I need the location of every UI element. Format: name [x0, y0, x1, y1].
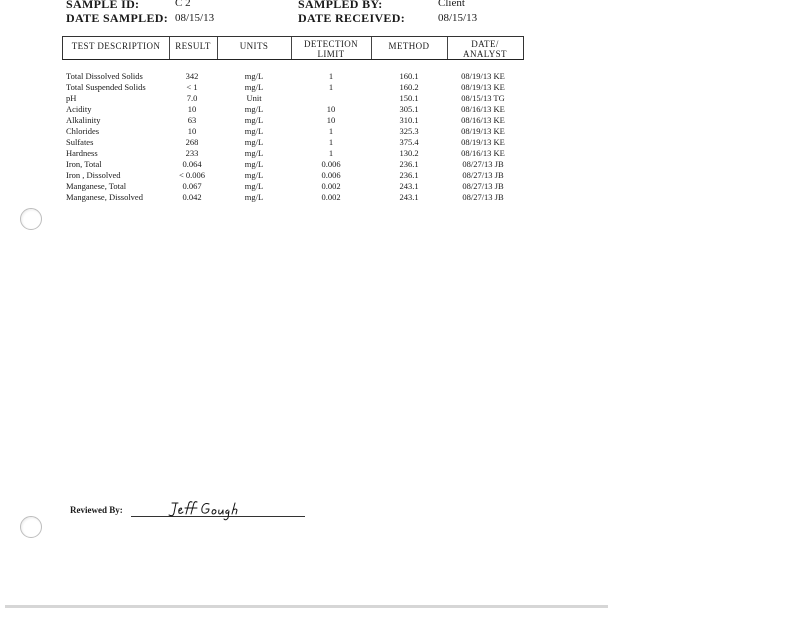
detection-limit-cell: 1: [328, 148, 334, 158]
detection-limit-cell: 10: [326, 115, 336, 125]
column-header-method: METHOD: [388, 41, 430, 51]
date-analyst-cell: 08/19/13 KE: [461, 137, 505, 147]
detection-limit-cell: 10: [326, 104, 336, 114]
date-analyst-cell: 08/16/13 KE: [461, 148, 505, 158]
results-table-header: [62, 36, 524, 60]
table-row: [0, 93, 540, 104]
detection-limit-cell: 0.002: [321, 181, 341, 191]
method-cell: 243.1: [399, 192, 419, 202]
result-cell: 10: [187, 104, 197, 114]
detection-limit-cell: 0.006: [321, 170, 341, 180]
date-analyst-line1: DATE/: [471, 39, 499, 49]
result-cell: 63: [187, 115, 197, 125]
sample-id-value: C 2: [175, 0, 191, 9]
method-cell: 236.1: [399, 170, 419, 180]
units-cell: mg/L: [244, 148, 264, 158]
table-row: [0, 159, 540, 170]
date-analyst-cell: 08/27/13 JB: [462, 170, 504, 180]
detection-limit-cell: 0.002: [321, 192, 341, 202]
date-analyst-cell: 08/16/13 KE: [461, 115, 505, 125]
method-cell: 150.1: [399, 93, 419, 103]
detection-limit-cell: 0.006: [321, 159, 341, 169]
result-cell: 7.0: [186, 93, 198, 103]
units-cell: mg/L: [244, 104, 264, 114]
column-header-test-description: TEST DESCRIPTION: [71, 41, 161, 51]
date-analyst-cell: 08/19/13 KE: [461, 82, 505, 92]
method-cell: 236.1: [399, 159, 419, 169]
result-cell: < 0.006: [178, 170, 206, 180]
table-row: [0, 148, 540, 159]
date-sampled-label: DATE SAMPLED:: [66, 11, 169, 25]
result-cell: 268: [185, 137, 199, 147]
signature-icon: [166, 500, 246, 522]
scan-edge: [5, 605, 608, 608]
detection-limit-cell: 1: [328, 126, 334, 136]
table-row: [0, 71, 540, 82]
table-row: [0, 126, 540, 137]
result-cell: 0.067: [182, 181, 202, 191]
date-sampled-value: 08/15/13: [175, 12, 215, 24]
date-analyst-cell: 08/16/13 KE: [461, 104, 505, 114]
units-cell: mg/L: [244, 71, 264, 81]
test-description-cell: Manganese, Total: [66, 181, 127, 191]
punch-hole-icon: [20, 516, 42, 538]
column-header-detection-limit: [291, 37, 371, 59]
units-cell: mg/L: [244, 126, 264, 136]
test-description-cell: Total Suspended Solids: [66, 82, 146, 92]
test-description-cell: Iron , Dissolved: [66, 170, 121, 180]
column-header-result: RESULT: [175, 41, 211, 51]
date-analyst-cell: 08/19/13 KE: [461, 71, 505, 81]
test-description-cell: Manganese, Dissolved: [66, 192, 143, 202]
column-header-date-analyst: [447, 37, 523, 59]
date-analyst-cell: 08/27/13 JB: [462, 159, 504, 169]
sampled-by-value: Client: [438, 0, 465, 9]
units-cell: mg/L: [244, 137, 264, 147]
result-cell: 233: [185, 148, 199, 158]
detection-limit-cell: 1: [328, 71, 334, 81]
test-description-cell: Acidity: [66, 104, 92, 114]
date-analyst-cell: 08/27/13 JB: [462, 192, 504, 202]
sampled-by-label: SAMPLED BY:: [298, 0, 383, 11]
test-description-cell: Iron, Total: [66, 159, 102, 169]
test-description-cell: Hardness: [66, 148, 98, 158]
units-cell: mg/L: [244, 181, 264, 191]
date-received-label: DATE RECEIVED:: [298, 11, 405, 25]
units-cell: Unit: [246, 93, 262, 103]
result-cell: < 1: [186, 82, 198, 92]
test-description-cell: pH: [66, 93, 77, 103]
column-header-units: UNITS: [239, 41, 269, 51]
test-description-cell: Alkalinity: [66, 115, 101, 125]
date-analyst-cell: 08/15/13 TG: [461, 93, 505, 103]
units-cell: mg/L: [244, 82, 264, 92]
method-cell: 310.1: [399, 115, 419, 125]
units-cell: mg/L: [244, 192, 264, 202]
method-cell: 160.1: [399, 71, 419, 81]
result-cell: 0.064: [182, 159, 202, 169]
table-row: [0, 192, 540, 203]
reviewed-by-label: Reviewed By:: [70, 505, 123, 515]
detection-limit-line1: DETECTION: [303, 39, 359, 49]
method-cell: 130.2: [399, 148, 419, 158]
punch-hole-icon: [20, 208, 42, 230]
result-cell: 342: [185, 71, 199, 81]
table-row: [0, 181, 540, 192]
units-cell: mg/L: [244, 170, 264, 180]
detection-limit-cell: 1: [328, 82, 334, 92]
test-description-cell: Sulfates: [66, 137, 94, 147]
method-cell: 325.3: [399, 126, 419, 136]
detection-limit-cell: 1: [328, 137, 334, 147]
table-row: [0, 170, 540, 181]
method-cell: 243.1: [399, 181, 419, 191]
table-row: [0, 115, 540, 126]
table-row: [0, 104, 540, 115]
result-cell: 10: [187, 126, 197, 136]
test-description-cell: Total Dissolved Solids: [66, 71, 143, 81]
date-analyst-line2: ANALYST: [463, 49, 507, 59]
method-cell: 160.2: [399, 82, 419, 92]
method-cell: 305.1: [399, 104, 419, 114]
date-received-value: 08/15/13: [438, 12, 478, 24]
test-description-cell: Chlorides: [66, 126, 100, 136]
table-row: [0, 82, 540, 93]
detection-limit-line2: LIMIT: [317, 49, 345, 59]
method-cell: 375.4: [399, 137, 419, 147]
table-row: [0, 137, 540, 148]
units-cell: mg/L: [244, 115, 264, 125]
date-analyst-cell: 08/27/13 JB: [462, 181, 504, 191]
handwritten-signature: [166, 500, 246, 522]
date-analyst-cell: 08/19/13 KE: [461, 126, 505, 136]
units-cell: mg/L: [244, 159, 264, 169]
sample-id-label: SAMPLE ID:: [66, 0, 140, 11]
result-cell: 0.042: [182, 192, 202, 202]
